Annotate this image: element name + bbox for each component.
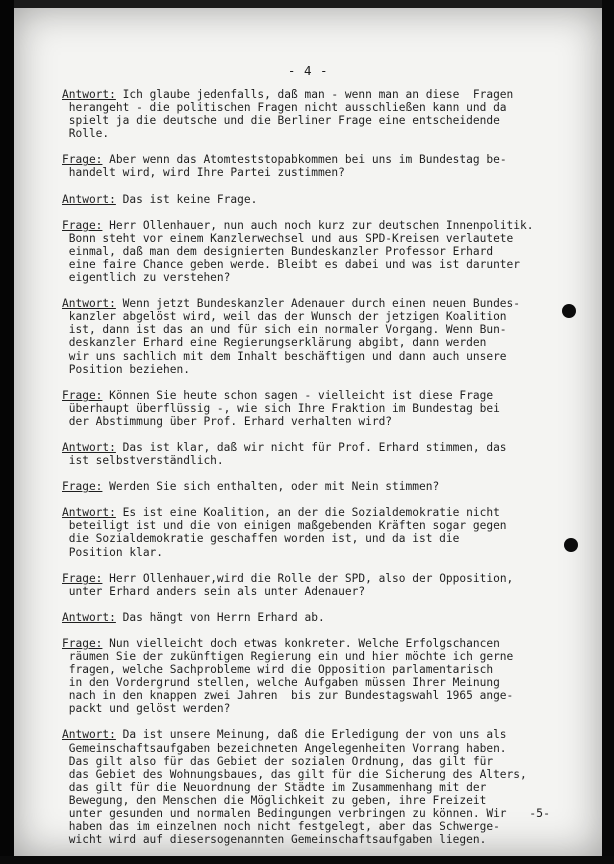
- transcript-line: Das ist keine Frage.: [115, 192, 258, 206]
- transcript-line: Wenn jetzt Bundeskanzler Adenauer durch einen neuen Bundes-: [115, 297, 521, 311]
- transcript-line: ist selbstverständlich.: [62, 454, 224, 468]
- speaker-label: Frage:: [62, 480, 103, 494]
- question-block: [62, 572, 582, 598]
- transcript-line: wicht wird auf diesersogenannten Gemeinschaftsaufgaben liegen.: [62, 833, 487, 847]
- answer-block: [62, 193, 582, 206]
- speaker-label: Antwort:: [62, 506, 116, 520]
- speaker-label: Frage:: [62, 388, 103, 402]
- question-block: [62, 219, 582, 284]
- transcript-line: beteiligt ist und die von einigen maßgebenden Kräften sogar gegen: [62, 519, 507, 533]
- transcript-line: Herr Ollenhauer,wird die Rolle der SPD, also der Opposition,: [102, 571, 514, 585]
- transcript-line: fragen, welche Sachprobleme wird die Opposition parlamentarisch: [62, 663, 494, 677]
- transcript-line: handelt wird, wird Ihre Partei zustimmen?: [62, 166, 345, 180]
- transcript-line: das gilt für die Neuordnung der Städte im Zusammenhang mit der: [62, 780, 487, 794]
- answer-block: [62, 506, 582, 558]
- speaker-label: Antwort:: [62, 297, 116, 311]
- transcript-line: Bonn steht vor einem Kanzlerwechsel und aus SPD-Kreisen verlautete: [62, 231, 514, 245]
- transcript-line: Es ist eine Koalition, an der die Sozialdemokratie nicht: [115, 506, 500, 520]
- transcript-line: Das gilt also für das Gebiet der sozialen Ordnung, das gilt für: [62, 754, 494, 768]
- document-page: [14, 8, 602, 856]
- answer-block: [62, 728, 582, 846]
- scan-border-left: [0, 0, 14, 864]
- answer-block: [62, 611, 582, 624]
- next-page-marker: -5-: [529, 806, 550, 820]
- transcript-line: herangeht - die politischen Fragen nicht ausschließen kann und da: [62, 101, 507, 115]
- interview-transcript: [62, 88, 582, 859]
- transcript-line: kanzler abgelöst wird, weil das der Wunsch der jetzigen Koalition: [62, 310, 507, 324]
- speaker-label: Frage:: [62, 571, 103, 585]
- transcript-line: in den Vordergrund stellen, welche Aufgaben müssen Ihrer Meinung: [62, 676, 500, 690]
- transcript-line: Bewegung, den Menschen die Möglichkeit zu geben, ihre Freizeit: [62, 793, 487, 807]
- speaker-label: Frage:: [62, 636, 103, 650]
- question-block: [62, 153, 582, 179]
- transcript-line: Gemeinschaftsaufgaben bezeichneten Angelegenheiten Vorrang haben.: [62, 741, 507, 755]
- transcript-line: Herr Ollenhauer, nun auch noch kurz zur deutschen Innenpolitik.: [102, 218, 534, 232]
- transcript-line: Da ist unsere Meinung, daß die Erledigung der von uns als: [115, 728, 507, 742]
- speaker-label: Antwort:: [62, 728, 116, 742]
- transcript-line: Können Sie heute schon sagen - vielleicht ist diese Frage: [102, 388, 494, 402]
- transcript-line: haben das im einzelnen noch nicht festgelegt, aber das Schwerge-: [62, 820, 500, 834]
- question-block: [62, 480, 582, 493]
- transcript-line: unter gesunden und normalen Bedingungen verbringen zu können. Wir: [62, 807, 507, 821]
- transcript-line: überhaupt überflüssig -, wie sich Ihre Fraktion im Bundestag bei: [62, 401, 500, 415]
- transcript-line: einmal, daß man dem designierten Bundeskanzler Professor Erhard: [62, 244, 494, 258]
- answer-block: [62, 441, 582, 467]
- question-block: [62, 637, 582, 716]
- transcript-line: Das ist klar, daß wir nicht für Prof. Erhard stimmen, das: [115, 440, 507, 454]
- punch-hole-bottom: [564, 538, 578, 552]
- transcript-line: Rolle.: [62, 127, 110, 141]
- transcript-line: deskanzler Erhard eine Regierungserklärung abgibt, dann werden: [62, 336, 487, 350]
- transcript-line: Aber wenn das Atomteststopabkommen bei uns im Bundestag be-: [102, 153, 507, 167]
- transcript-line: ist, dann ist das an und für sich ein normaler Vorgang. Wenn Bun-: [62, 323, 507, 337]
- page-number: - 4 -: [287, 63, 329, 78]
- transcript-line: Nun vielleicht doch etwas konkreter. Welche Erfolgschancen: [102, 636, 500, 650]
- transcript-line: das Gebiet des Wohnungsbaues, das gilt für die Sicherung des Alters,: [62, 767, 527, 781]
- transcript-line: Position beziehen.: [62, 362, 190, 376]
- answer-block: [62, 297, 582, 376]
- transcript-line: Das hängt von Herrn Erhard ab.: [115, 610, 325, 624]
- transcript-line: wir uns sachlich mit dem Inhalt beschäftigen und dann auch unsere: [62, 349, 507, 363]
- transcript-line: die Sozialdemokratie geschaffen worden ist, und da ist die: [62, 532, 460, 546]
- transcript-line: der Abstimmung über Prof. Erhard verhalten wird?: [62, 414, 393, 428]
- speaker-label: Antwort:: [62, 192, 116, 206]
- speaker-label: Antwort:: [62, 88, 116, 101]
- speaker-label: Frage:: [62, 153, 103, 167]
- answer-block: [62, 88, 582, 140]
- transcript-line: unter Erhard anders sein als unter Adenauer?: [62, 584, 366, 598]
- speaker-label: Antwort:: [62, 610, 116, 624]
- transcript-line: Position klar.: [62, 545, 164, 559]
- transcript-line: räumen Sie der zukünftigen Regierung ein und hier möchte ich gerne: [62, 650, 514, 663]
- transcript-line: eine faire Chance geben werde. Bleibt es dabei und was ist darunter: [62, 257, 521, 271]
- transcript-line: nach in den knappen zwei Jahren bis zur Bundestagswahl 1965 ange-: [62, 689, 514, 703]
- transcript-line: spielt ja die deutsche und die Berliner Frage eine entscheidende: [62, 114, 500, 128]
- transcript-line: Werden Sie sich enthalten, oder mit Nein stimmen?: [102, 480, 440, 494]
- punch-hole-top: [562, 304, 576, 318]
- transcript-line: packt und gelöst werden?: [62, 702, 231, 716]
- scan-border-right: [602, 0, 614, 864]
- transcript-line: Ich glaube jedenfalls, daß man - wenn man an diese Fragen: [115, 88, 514, 101]
- question-block: [62, 389, 582, 428]
- speaker-label: Antwort:: [62, 440, 116, 454]
- transcript-line: eigentlich zu verstehen?: [62, 271, 231, 285]
- speaker-label: Frage:: [62, 218, 103, 232]
